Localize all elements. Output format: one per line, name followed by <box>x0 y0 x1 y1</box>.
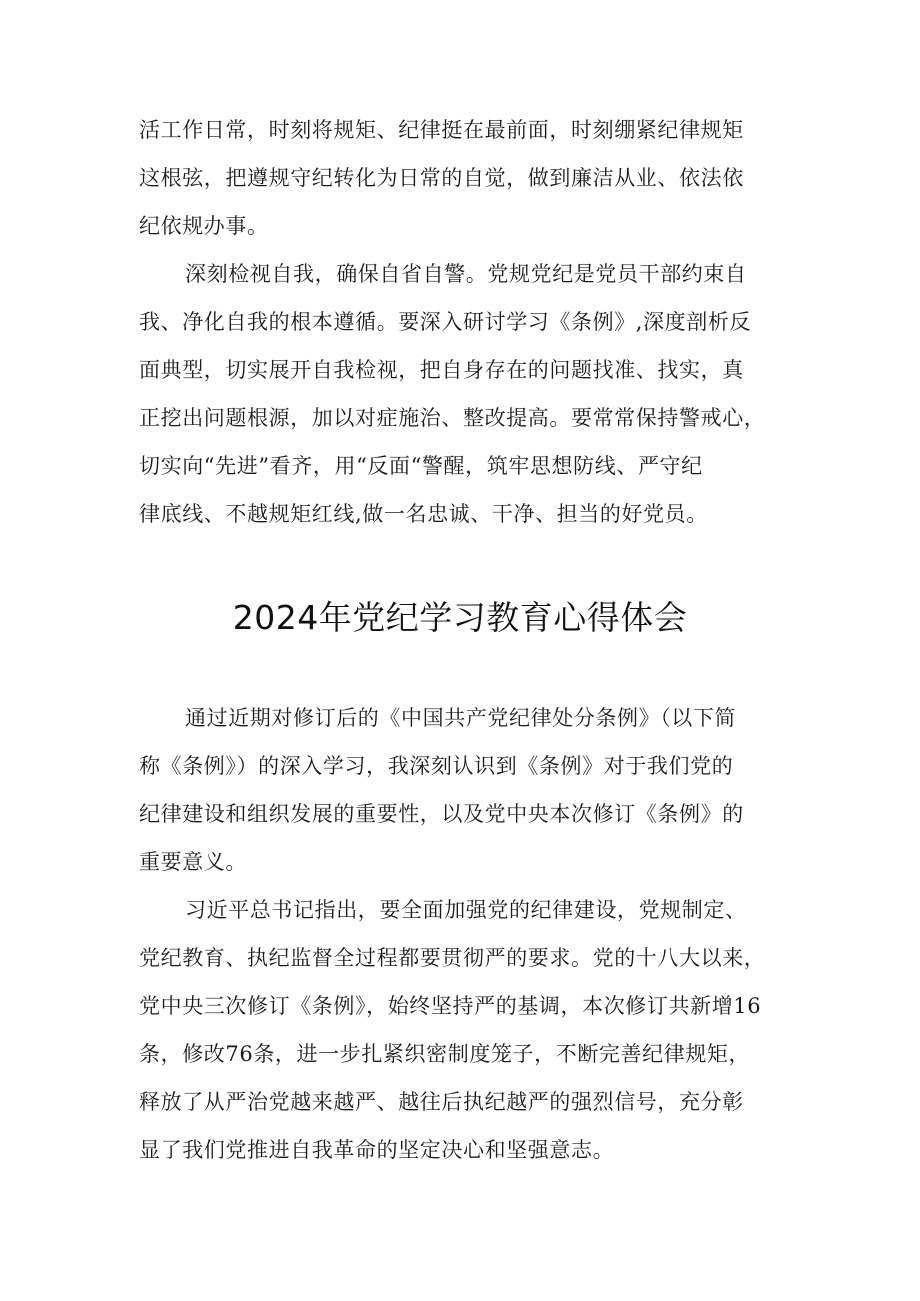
document-title: 2024年党纪学习教育心得体会 <box>232 598 688 637</box>
text-line: 切实向“先进”看齐，用“反面“警醒，筑牢思想防线、严守纪 <box>139 454 703 478</box>
text-line: 律底线、不越规矩红线,做一名忠诚、干净、担当的好党员。 <box>139 502 708 526</box>
text-line: 习近平总书记指出，要全面加强党的纪律建设，党规制定、 <box>185 898 747 922</box>
text-line: 活工作日常，时刻将规矩、纪律挺在最前面，时刻绷紧纪律规矩 <box>139 118 744 142</box>
text-line: 通过近期对修订后的《中国共产党纪律处分条例》（以下简 <box>185 706 737 730</box>
paragraph-xi-remarks <box>139 886 789 1174</box>
text-line: 党纪教育、执纪监督全过程都要贯彻严的要求。党的十八大以来， <box>139 946 766 970</box>
text-line: 我、净化自我的根本遵循。要深入研讨学习《条例》,深度剖析反 <box>139 310 752 334</box>
paragraph-continuation <box>139 106 789 250</box>
text-line: 这根弦，把遵规守纪转化为日常的自觉，做到廉洁从业、依法依 <box>139 166 744 190</box>
text-line: 称《条例》）的深入学习，我深刻认识到《条例》对于我们党的 <box>139 754 734 778</box>
text-line: 释放了从严治党越来越严、越往后执纪越严的强烈信号，充分彰 <box>139 1090 744 1114</box>
text-line: 显了我们党推进自我革命的坚定决心和坚强意志。 <box>139 1138 615 1162</box>
text-line: 重要意义。 <box>139 850 247 874</box>
text-line: 面典型，切实展开自我检视，把自身存在的问题找准、找实，真 <box>139 358 744 382</box>
text-line: 纪依规办事。 <box>139 214 269 238</box>
text-line: 纪律建设和组织发展的重要性，以及党中央本次修订《条例》的 <box>139 802 744 826</box>
text-line: 正挖出问题根源，加以对症施治、整改提高。要常常保持警戒心， <box>139 406 766 430</box>
text-line: 党中央三次修订《条例》，始终坚持严的基调，本次修订共新增16 <box>139 994 762 1018</box>
paragraph-self-examination <box>139 250 789 538</box>
text-line: 条，修改76条，进一步扎紧织密制度笼子，不断完善纪律规矩， <box>139 1042 751 1066</box>
text-line: 深刻检视自我，确保自省自警。党规党纪是党员干部约束自 <box>185 262 747 286</box>
paragraph-introduction <box>139 694 789 886</box>
